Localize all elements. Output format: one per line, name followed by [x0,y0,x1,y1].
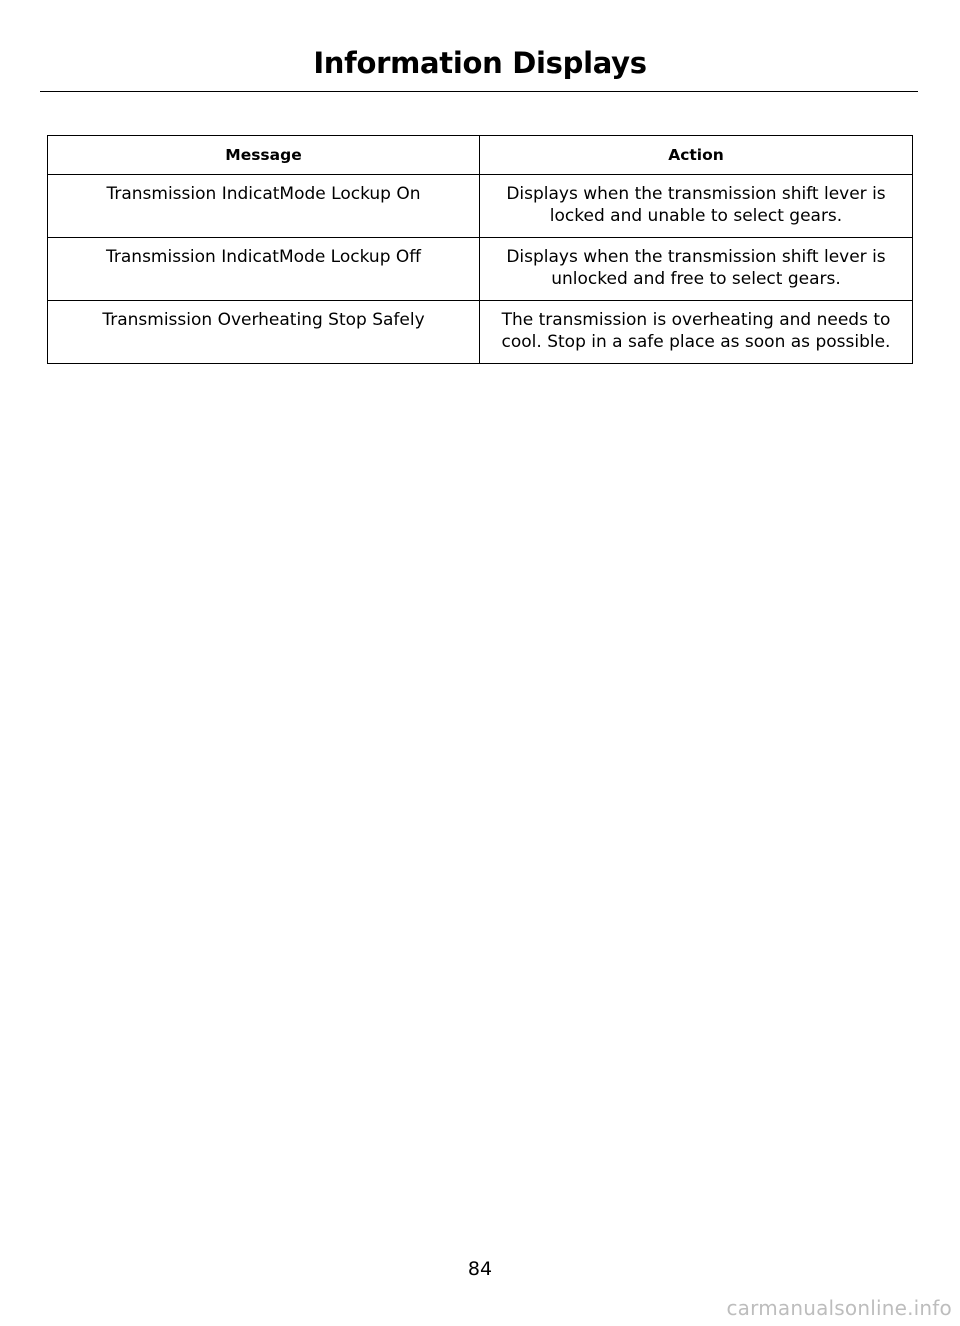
table-row [48,301,913,364]
watermark-text: carmanualsonline.info [726,1296,952,1320]
message-cell: Transmission IndicatMode Lockup On [48,175,480,238]
title-divider [40,91,918,92]
page-number: 84 [467,1258,493,1280]
table-header-row [48,136,913,175]
table-row [48,238,913,301]
column-header-message: Message [48,136,480,175]
message-cell: Transmission Overheating Stop Safely [48,301,480,364]
action-cell: Displays when the transmission shift lever is locked and unable to select gears. [480,175,913,238]
action-cell: Displays when the transmission shift lever is unlocked and free to select gears. [480,238,913,301]
message-cell: Transmission IndicatMode Lockup Off [48,238,480,301]
action-cell: The transmission is overheating and needs to cool. Stop in a safe place as soon as possible. [480,301,913,364]
page-title: Information Displays [313,46,647,80]
table-row [48,175,913,238]
message-table [47,135,913,364]
column-header-action: Action [480,136,913,175]
